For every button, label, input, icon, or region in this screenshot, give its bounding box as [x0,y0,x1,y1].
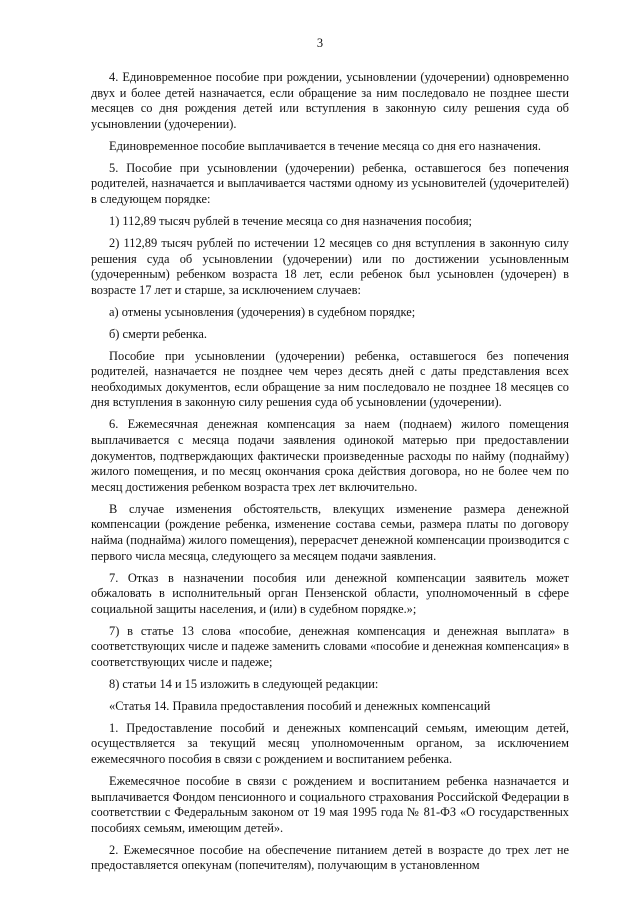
paragraph: 5. Пособие при усыновлении (удочерении) ребенка, оставшегося без попечения родителей, назначается и выплачивается частями одному из усыновителей (удочерителей) в следующем порядке: [91,160,569,206]
paragraph: 7) в статье 13 слова «пособие, денежная компенсация и денежная выплата» в соответствующих числе и падеже заменить словами «пособие и денежная компенсация» в соответствующих числе и падеже; [91,623,569,669]
paragraph: Пособие при усыновлении (удочерении) ребенка, оставшегося без попечения родителей, назначается не позднее чем через десять дней с даты представления всех необходимых документов, если обращение за ним последовало не позднее 18 месяцев со дня вступления в законную силу решения суда об усыновлении (удочерении). [91,348,569,410]
paragraph: 6. Ежемесячная денежная компенсация за наем (поднаем) жилого помещения выплачивается с месяца подачи заявления одинокой матерью при предоставлении документов, подтверждающих фактически произведенные расходы по найму (поднайму) жилого помещения, и по месяц окончания срока действия договора, но не более чем по месяц достижения ребенком возраста трех лет включительно. [91,417,569,494]
document-body [91,70,569,874]
paragraph: 2. Ежемесячное пособие на обеспечение питанием детей в возрасте до трех лет не предоставляется опекунам (попечителям), получающим в установленном [91,842,569,873]
paragraph: б) смерти ребенка. [109,326,207,341]
paragraph: Единовременное пособие выплачивается в течение месяца со дня его назначения. [109,138,541,153]
paragraph: Ежемесячное пособие в связи с рождением и воспитанием ребенка назначается и выплачивается Фондом пенсионного и социального страхования Российской Федерации в соответствии с Федеральным законом от 19 мая 1995 года № 81-ФЗ «О государственных пособиях семьям, имеющим детей». [91,774,569,835]
article-heading: «Статья 14. Правила предоставления пособий и денежных компенсаций [109,698,491,713]
paragraph: 7. Отказ в назначении пособия или денежной компенсации заявитель может обжаловать в исполнительный орган Пензенской области, уполномоченный в сфере социальной защиты населения, и (или) в судебном порядке.»; [91,570,569,616]
paragraph: 2) 112,89 тысяч рублей по истечении 12 месяцев со дня вступления в законную силу решения суда об усыновлении (удочерении) или по достижении усыновленным (удочеренным) ребенком возраста 18 лет, если ребенок был усыновлен (удочерен) в возрасте 17 лет и старше, за исключением случаев: [91,235,569,297]
page-number: 3 [316,36,324,50]
paragraph: 4. Единовременное пособие при рождении, усыновлении (удочерении) одновременно двух и более детей назначается, если обращение за ним последовало не позднее шести месяцев со дня рождения детей или вступления в законную силу решения суда об усыновлении (удочерении). [91,70,569,131]
paragraph: а) отмены усыновления (удочерения) в судебном порядке; [109,304,416,319]
paragraph: 8) статьи 14 и 15 изложить в следующей редакции: [109,676,379,691]
paragraph: В случае изменения обстоятельств, влекущих изменение размера денежной компенсации (рождение ребенка, изменение состава семьи, размера платы по договору найма (поднайма) жилого помещения), перерасчет денежной компенсации производится с первого числа месяца, следующего за месяцем подачи заявления. [91,501,569,563]
paragraph: 1) 112,89 тысяч рублей в течение месяца со дня назначения пособия; [109,213,472,228]
paragraph: 1. Предоставление пособий и денежных компенсаций семьям, имеющим детей, осуществляется за текущий месяц уполномоченным органом, за исключением ежемесячного пособия в связи с рождением и воспитанием ребенка. [91,720,569,767]
